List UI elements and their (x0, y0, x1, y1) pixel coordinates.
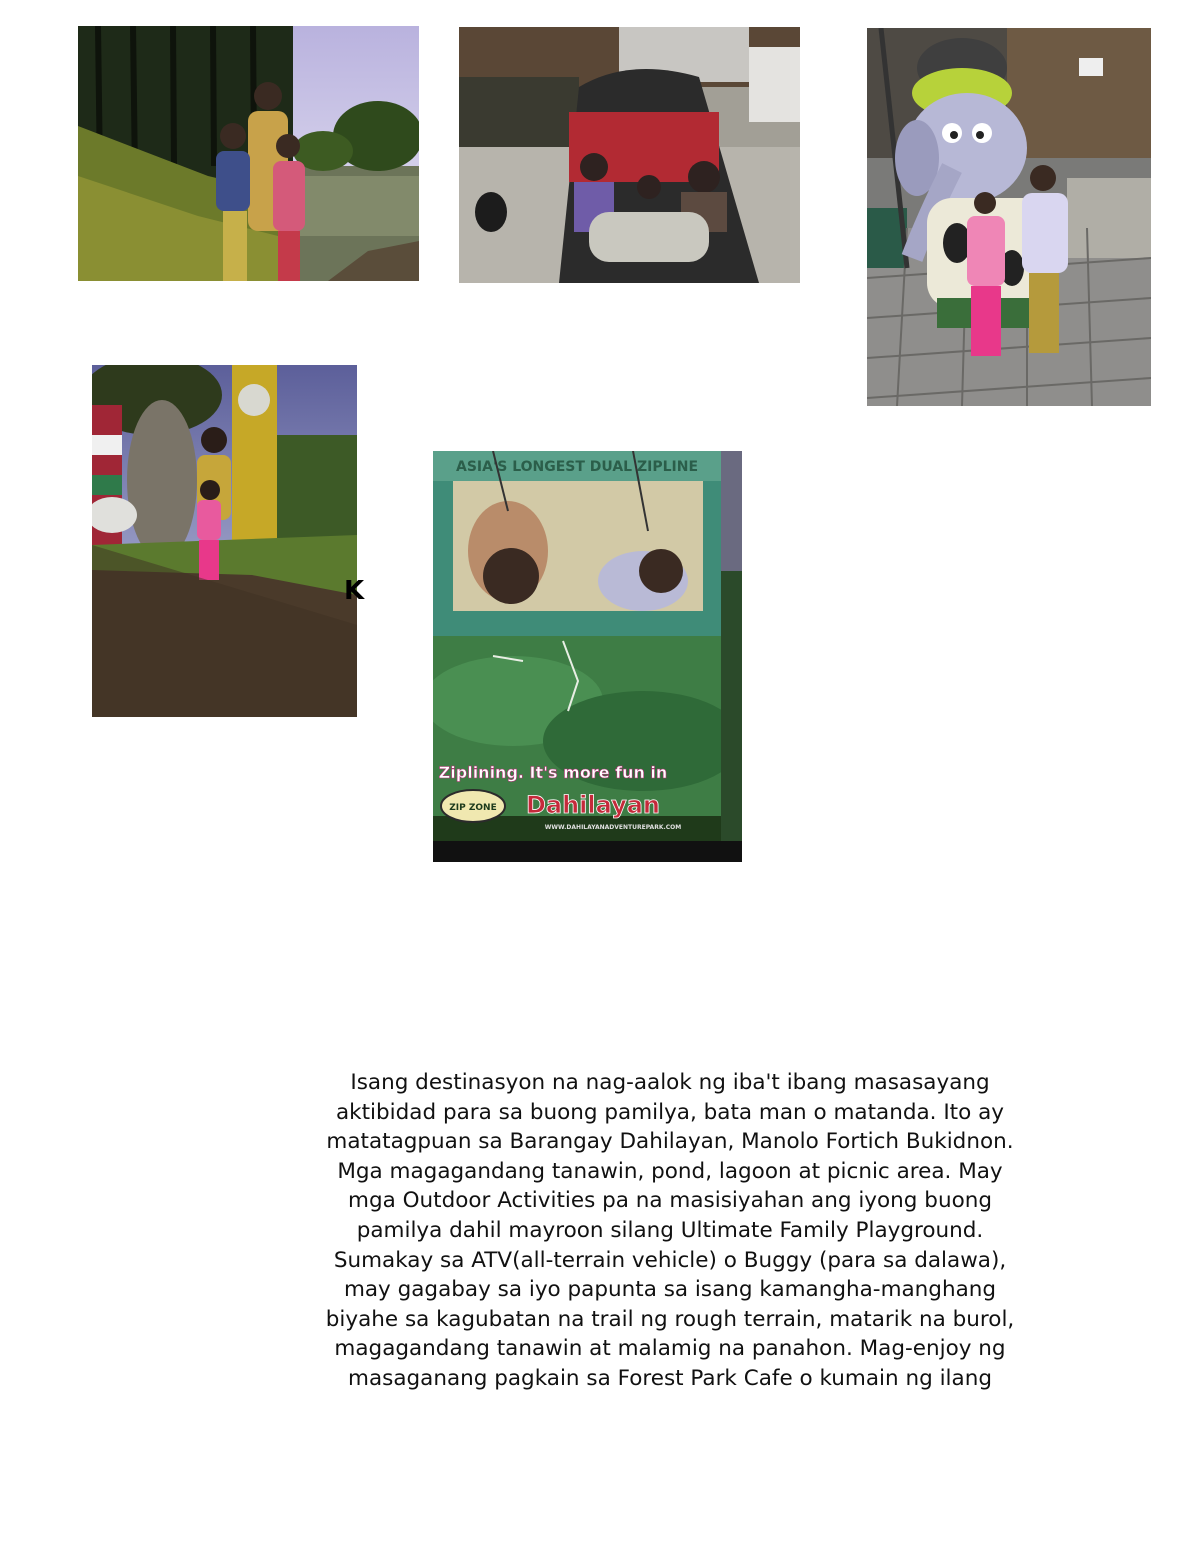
cursor-arrow-icon: K (344, 576, 365, 606)
photo-family-by-pond (78, 26, 419, 281)
photo-kids-in-buggy (459, 27, 800, 283)
photo-girls-with-mascot (867, 28, 1151, 406)
paragraph-line: may gagabay sa iyo papunta sa isang kamangha-manghang (343, 1277, 997, 1303)
poster-logo: ZIP ZONE (449, 803, 497, 813)
paragraph-line: biyahe sa kagubatan na trail ng rough terrain, matarik na burol, (325, 1306, 1015, 1332)
poster-url: WWW.DAHILAYANADVENTUREPARK.COM (544, 824, 682, 831)
paragraph-line: matatagpuan sa Barangay Dahilayan, Manolo Fortich Bukidnon. (326, 1129, 1014, 1155)
poster-tagline: Ziplining. It's more fun in (438, 763, 668, 782)
paragraph-line: Mga magagandang tanawin, pond, lagoon at picnic area. May (337, 1158, 1003, 1184)
paragraph-line: aktibidad para sa buong pamilya, bata man o matanda. Ito ay (336, 1099, 1004, 1125)
paragraph-line: Isang destinasyon na nag-aalok ng iba't ibang masasayang (350, 1070, 990, 1095)
description-paragraph (280, 1068, 1060, 1394)
paragraph-line: pamilya dahil mayroon silang Ultimate Family Playground. (356, 1217, 984, 1243)
photo-zipline-poster (433, 451, 742, 862)
poster-header: ASIA'S LONGEST DUAL ZIPLINE (455, 459, 699, 475)
paragraph-line: Sumakay sa ATV(all-terrain vehicle) o Buggy (para sa dalawa), (333, 1247, 1007, 1273)
paragraph-line: mga Outdoor Activities pa na masisiyahan ang iyong buong (348, 1188, 992, 1214)
paragraph-line: magagandang tanawin at malamig na panahon. Mag-enjoy ng (334, 1336, 1006, 1362)
photo-by-totem-pole (92, 365, 357, 717)
poster-brand: Dahilayan (525, 791, 661, 819)
paragraph-line: masaganang pagkain sa Forest Park Cafe o kumain ng ilang (348, 1365, 992, 1391)
